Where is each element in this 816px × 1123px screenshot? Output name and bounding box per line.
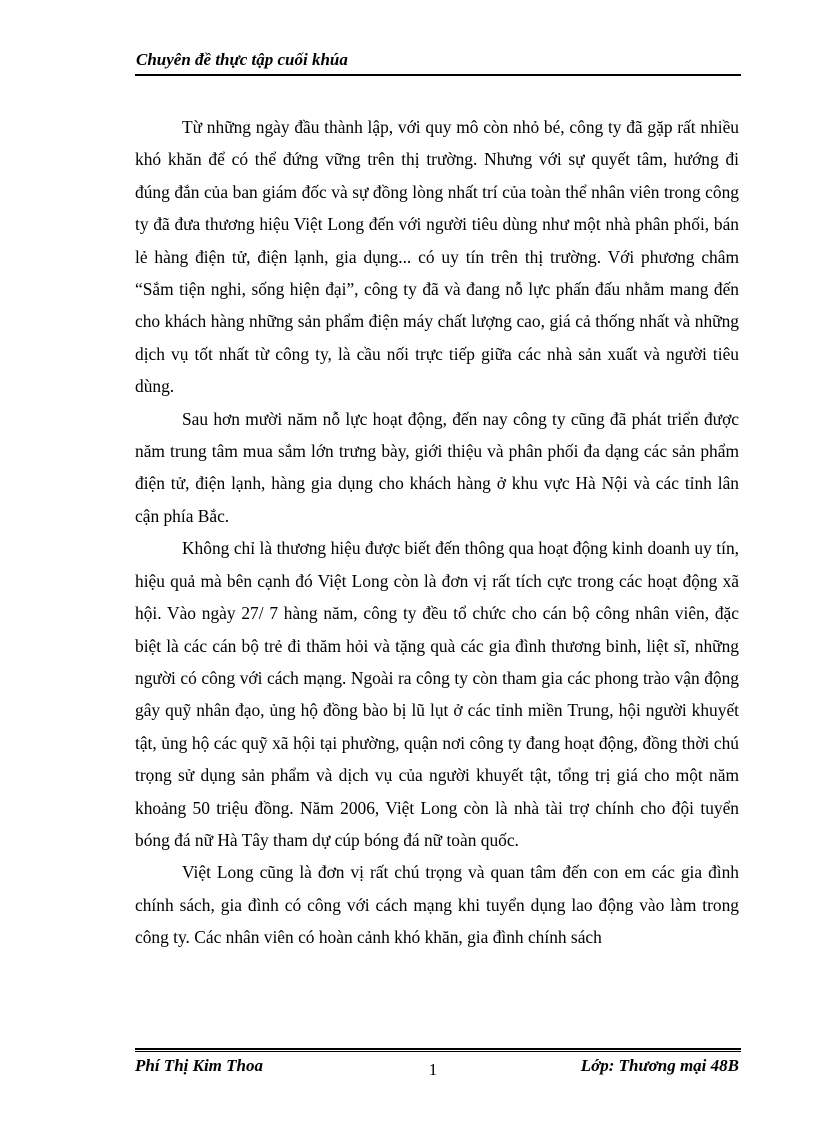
page-number: 1 bbox=[428, 1060, 438, 1079]
page-footer bbox=[135, 1048, 741, 1088]
paragraph-recruitment-policy: Việt Long cũng là đơn vị rất chú trọng và quan tâm đến con em các gia đình chính sách, gia đình có công với cách mạng khi tuyển dụng lao động vào làm trong công ty. Các nhân viên có hoàn cảnh khó khăn, gia đình chính sách bbox=[135, 862, 739, 948]
footer-class: Lớp: Thương mại 48B bbox=[580, 1056, 739, 1075]
paragraph-development: Sau hơn mười năm nỗ lực hoạt động, đến nay công ty cũng đã phát triển được năm trung tâm mua sắm lớn trưng bày, giới thiệu và phân phối đa dạng các sản phẩm điện tử, điện lạnh, hàng gia dụng cho khách hàng ở khu vực Hà Nội và các tỉnh lân cận phía Bắc. bbox=[135, 408, 739, 526]
footer-divider bbox=[135, 1048, 741, 1052]
footer-author: Phí Thị Kim Thoa bbox=[135, 1056, 263, 1075]
paragraph-social-activities: Không chỉ là thương hiệu được biết đến thông qua hoạt động kinh doanh uy tín, hiệu quả mà bên cạnh đó Việt Long còn là đơn vị rất tích cực trong các hoạt động xã hội. Vào ngày 27/ 7 hàng năm, công ty đều tổ chức cho cán bộ công nhân viên, đặc biệt là các cán bộ trẻ đi thăm hỏi và tặng quà các gia đình thương binh, liệt sĩ, những người có công với cách mạng. Ngoài ra công ty còn tham gia các phong trào vận động gây quỹ nhân đạo, ủng hộ đồng bào bị lũ lụt ở các tỉnh miền Trung, hội người khuyết tật, ủng hộ các quỹ xã hội tại phường, quận nơi công ty đang hoạt động, đồng thời chú trọng sử dụng sản phẩm và dịch vụ của người khuyết tật, tổng trị giá cho một năm khoảng 50 triệu đồng. Năm 2006, Việt Long còn là nhà tài trợ chính cho đội tuyển bóng đá nữ Hà Tây tham dự cúp bóng đá nữ toàn quốc. bbox=[135, 538, 739, 850]
header-title: Chuyên đề thực tập cuối khúa bbox=[136, 50, 348, 69]
paragraph-company-history: Từ những ngày đầu thành lập, với quy mô còn nhỏ bé, công ty đã gặp rất nhiều khó khăn để có thể đứng vững trên thị trường. Nhưng với sự quyết tâm, hướng đi đúng đắn của ban giám đốc và sự đồng lòng nhất trí của toàn thể nhân viên trong công ty đã đưa thương hiệu Việt Long đến với người tiêu dùng như một nhà phân phối, bán lẻ hàng điện tử, điện lạnh, gia dụng... có uy tín trên thị trường. Với phương châm “Sắm tiện nghi, sống hiện đại”, công ty đã và đang nỗ lực phấn đấu nhằm mang đến cho khách hàng những sản phẩm điện máy chất lượng cao, giá cả thống nhất và những dịch vụ tốt nhất từ công ty, là cầu nối trực tiếp giữa các nhà sản xuất và người tiêu dùng. bbox=[135, 117, 739, 397]
document-body bbox=[135, 111, 739, 954]
page-header bbox=[135, 48, 741, 76]
